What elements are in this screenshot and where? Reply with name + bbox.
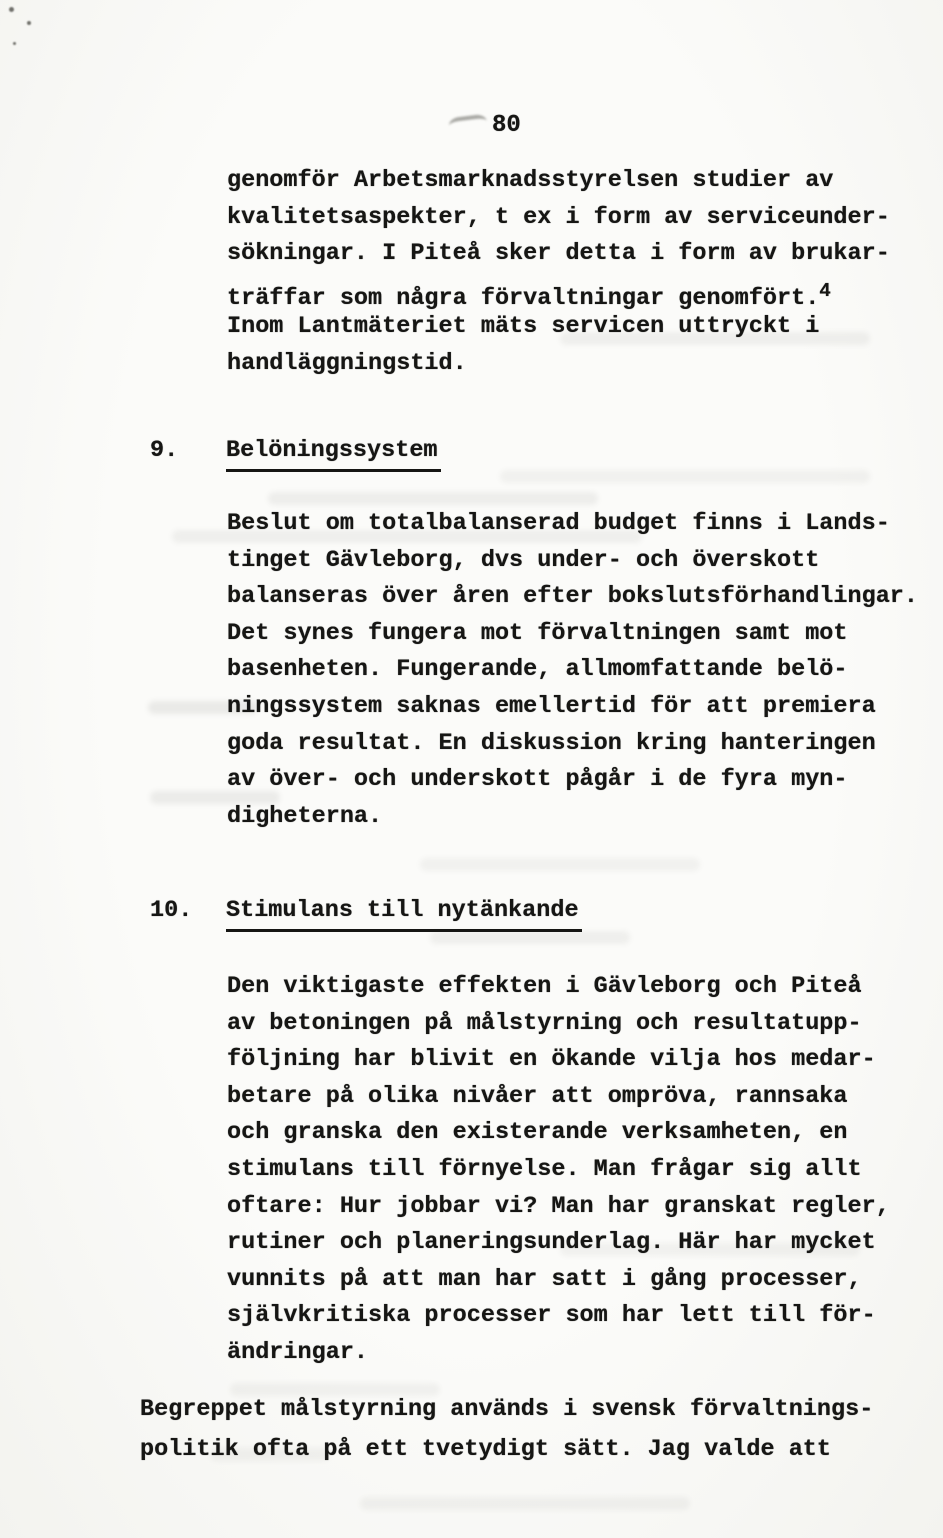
text-line: Beslut om totalbalanserad budget finns i Lands-	[227, 510, 890, 537]
section-number: 9.	[150, 437, 179, 464]
bleedthrough-artifact	[430, 931, 630, 944]
text-line: sökningar. I Piteå sker detta i form av brukar-	[227, 240, 890, 268]
text-line: kvalitetsaspekter, t ex i form av serviceunder-	[227, 203, 890, 231]
section-title: Stimulans till nytänkande	[226, 897, 582, 932]
footnote-marker: 4	[819, 279, 831, 302]
section-10-paragraph	[227, 969, 890, 1372]
text-line: Begreppet målstyrning används i svensk förvaltnings-	[140, 1396, 874, 1423]
section-9-heading	[150, 437, 441, 472]
bleedthrough-artifact	[500, 470, 870, 483]
bleedthrough-artifact	[420, 858, 700, 871]
scan-speck	[9, 7, 14, 12]
scan-smudge	[448, 114, 488, 134]
text-line: och granska den existerande verksamheten, en	[227, 1119, 848, 1147]
footnote-paragraph	[140, 1390, 873, 1470]
text-line: Det synes fungera mot förvaltningen samt mot	[227, 619, 848, 647]
text-line: Den viktigaste effekten i Gävleborg och Piteå	[227, 973, 862, 1000]
section-10-heading	[150, 897, 582, 932]
scan-speck	[27, 21, 31, 25]
section-title: Belöningssystem	[226, 437, 441, 472]
text-line: digheterna.	[227, 802, 383, 830]
text-line: av betoningen på målstyrning och resultatupp-	[227, 1009, 862, 1037]
text-line: av över- och underskott pågår i de fyra myn-	[227, 766, 848, 794]
text-segment: träffar som några förvaltningar genomfört.	[227, 284, 820, 312]
text-line: tinget Gävleborg, dvs under- och överskott	[227, 546, 820, 574]
text-line: följning har blivit en ökande vilja hos medar-	[227, 1046, 876, 1074]
text-line: vunnits på att man har satt i gång processer,	[227, 1265, 862, 1293]
text-line: balanseras över åren efter bokslutsförhandlingar.	[227, 583, 919, 611]
text-line: basenheten. Fungerande, allmomfattande belö-	[227, 656, 848, 684]
section-number: 10.	[150, 897, 193, 924]
text-line: handläggningstid.	[227, 349, 467, 377]
intro-paragraph	[227, 163, 890, 383]
text-line: stimulans till förnyelse. Man frågar sig allt	[227, 1155, 862, 1183]
section-9-paragraph	[227, 506, 918, 835]
text-line: ändringar.	[227, 1338, 369, 1366]
text-line: ningssystem saknas emellertid för att premiera	[227, 692, 876, 720]
scan-speck	[13, 42, 16, 45]
text-line: självkritiska processer som har lett till för-	[227, 1302, 876, 1330]
text-line: betare på olika nivåer att ompröva, rannsaka	[227, 1082, 848, 1110]
page-number: 80	[492, 112, 521, 139]
text-line: genomför Arbetsmarknadsstyrelsen studier av	[227, 167, 834, 194]
text-line: goda resultat. En diskussion kring hanteringen	[227, 729, 876, 757]
bleedthrough-artifact	[360, 1497, 690, 1510]
text-line: oftare: Hur jobbar vi? Man har granskat regler,	[227, 1192, 890, 1220]
text-line: rutiner och planeringsunderlag. Här har mycket	[227, 1229, 876, 1257]
bleedthrough-artifact	[268, 492, 598, 505]
text-line: politik ofta på ett tvetydigt sätt. Jag valde att	[140, 1436, 832, 1463]
text-line: Inom Lantmäteriet mäts servicen uttryckt i	[227, 313, 820, 341]
text-line	[227, 273, 890, 310]
